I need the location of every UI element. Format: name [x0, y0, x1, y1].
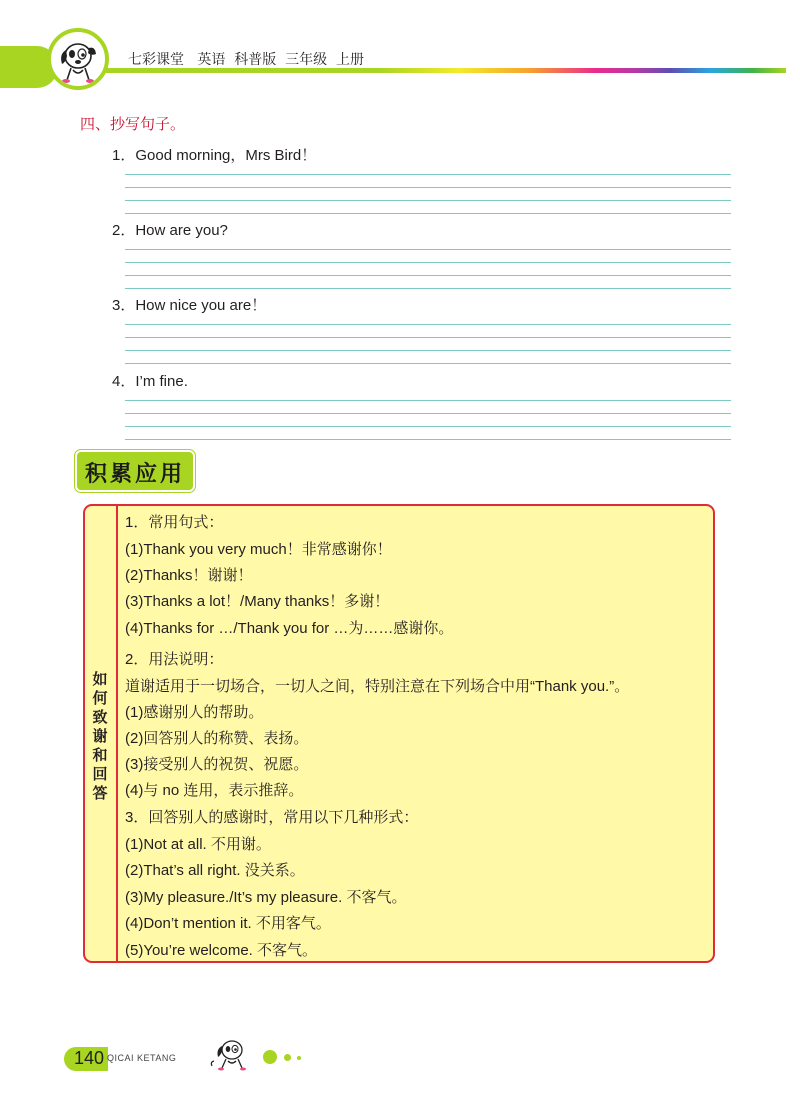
copy-item-1: 1．Good morning，Mrs Bird！	[112, 147, 317, 164]
box-heading-2: 2．用法说明：	[125, 651, 224, 668]
page-number: 140	[74, 1048, 105, 1068]
box-line: (3)接受别人的祝贺、祝愿。	[125, 756, 309, 773]
box-line: (2)回答别人的称赞、表扬。	[125, 730, 309, 747]
footer-brand: QICAI KETANG	[107, 1053, 177, 1063]
side-char: 答	[92, 784, 108, 802]
header-title: 七彩课堂 英语 科普版 三年级 上册	[128, 52, 365, 68]
box-line: (3)My pleasure./It’s my pleasure. 不客气。	[125, 889, 407, 906]
side-char: 和	[92, 746, 108, 764]
writing-lines-1[interactable]	[125, 174, 731, 214]
writing-lines-2[interactable]	[125, 249, 731, 289]
page-number-badge	[64, 1047, 108, 1071]
box-heading-3: 3．回答别人的感谢时，常用以下几种形式：	[125, 809, 419, 826]
info-box-divider	[116, 506, 118, 961]
box-line: (4)Thanks for …/Thank you for …为……感谢你。	[125, 620, 454, 637]
side-char: 致	[92, 708, 108, 726]
copy-item-2: 2．How are you?	[112, 222, 228, 239]
accumulate-header	[75, 450, 195, 492]
box-line: (2)That’s all right. 没关系。	[125, 862, 305, 879]
box-line: (3)Thanks a lot！/Many thanks！多谢！	[125, 593, 390, 610]
info-box-side-label	[89, 670, 111, 803]
side-char: 何	[92, 689, 108, 707]
footer-dot-medium	[284, 1054, 291, 1061]
side-char: 谢	[92, 727, 108, 745]
box-line: (1)Not at all. 不用谢。	[125, 836, 271, 853]
box-line: 道谢适用于一切场合，一切人之间，特别注意在下列场合中用“Thank you.”。	[125, 678, 630, 695]
dog-mascot-icon	[208, 1036, 252, 1072]
box-line: (2)Thanks！谢谢！	[125, 567, 253, 584]
side-char: 如	[92, 670, 108, 688]
box-heading-1: 1．常用句式：	[125, 514, 224, 531]
side-char: 回	[92, 765, 108, 783]
writing-lines-4[interactable]	[125, 400, 731, 440]
box-line: (1)Thank you very much！非常感谢你！	[125, 541, 392, 558]
box-line: (4)Don’t mention it. 不用客气。	[125, 915, 331, 932]
box-line: (1)感谢别人的帮助。	[125, 704, 264, 721]
box-line: (4)与 no 连用，表示推辞。	[125, 782, 304, 799]
accumulate-title: 积累应用	[84, 461, 185, 487]
header-mascot-badge	[47, 28, 109, 90]
writing-lines-3[interactable]	[125, 324, 731, 364]
copy-item-3: 3．How nice you are！	[112, 297, 267, 314]
footer-dot-large	[263, 1050, 277, 1064]
box-line: (5)You’re welcome. 不客气。	[125, 942, 318, 959]
footer-dot-small	[297, 1056, 301, 1060]
dog-mascot-icon	[51, 32, 105, 86]
section4-title: 四、抄写句子。	[80, 115, 186, 133]
copy-item-4: 4．I’m fine.	[112, 373, 188, 390]
